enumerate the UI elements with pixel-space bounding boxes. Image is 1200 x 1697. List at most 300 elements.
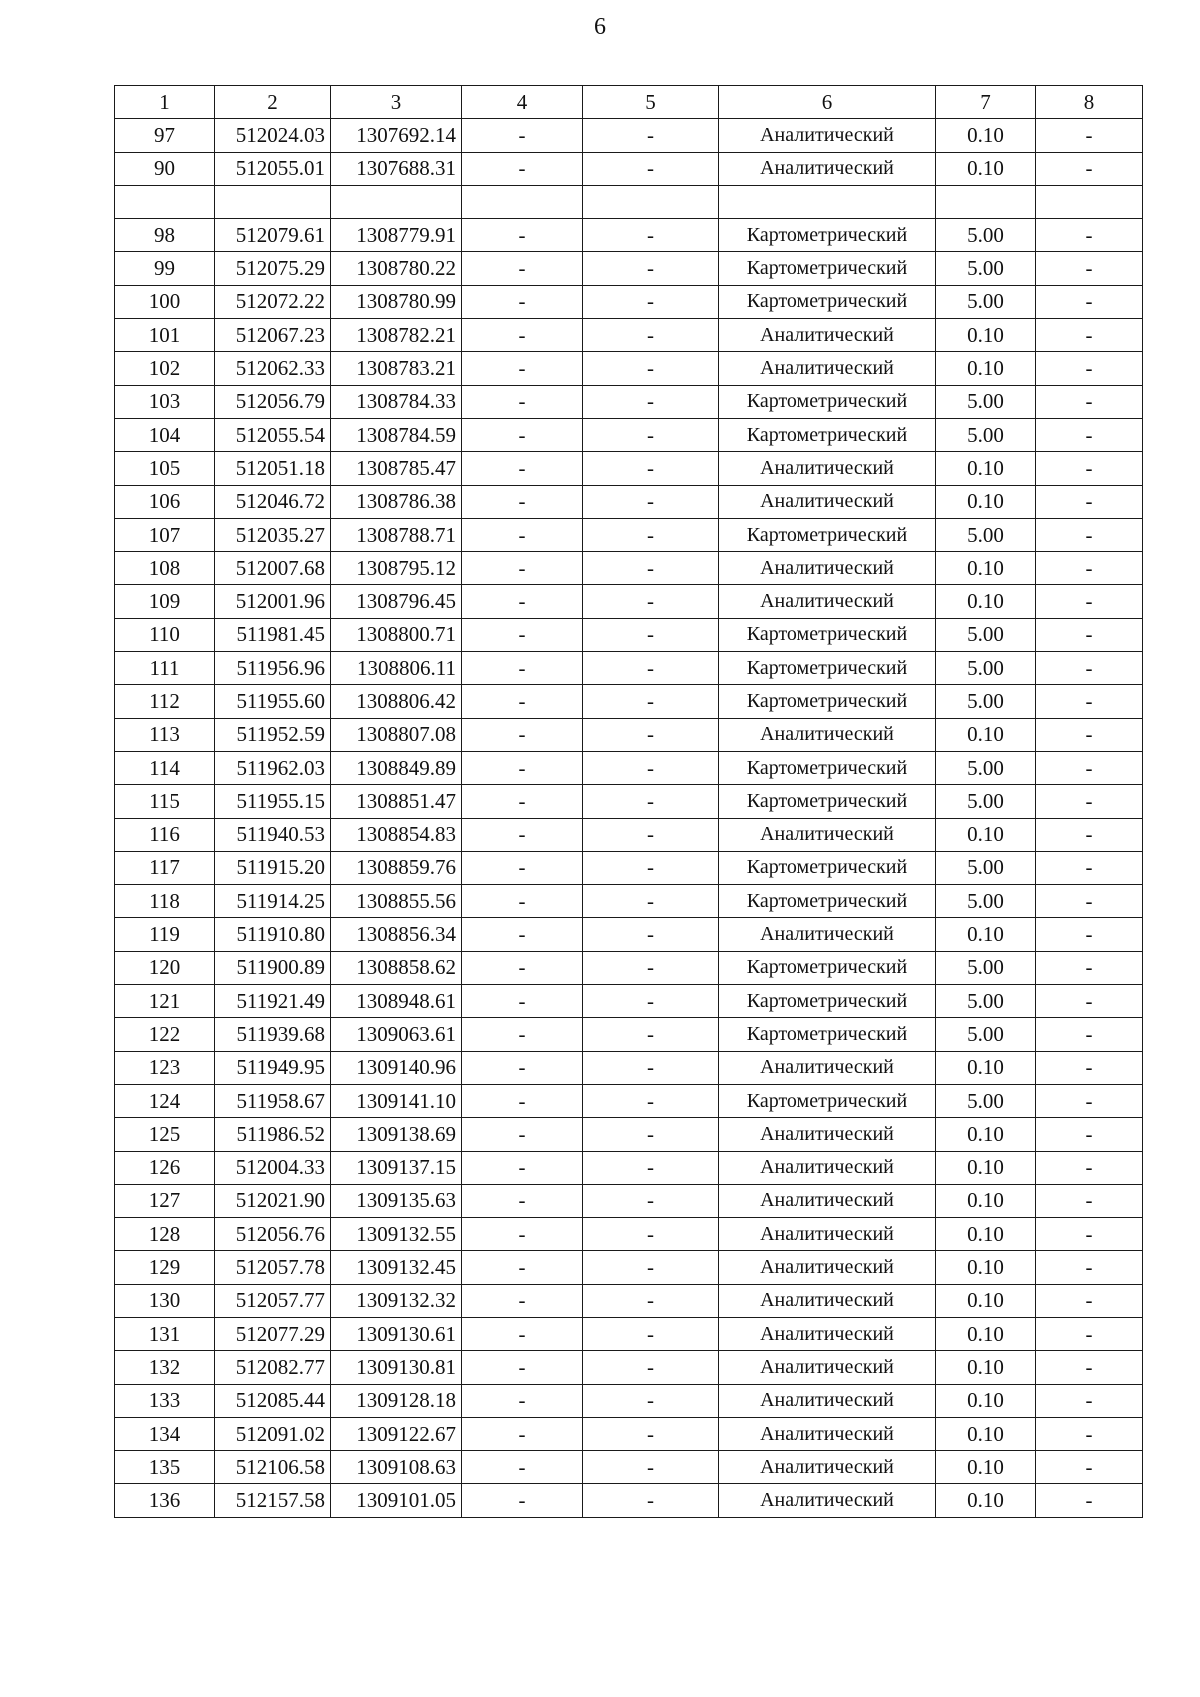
table-row — [115, 119, 1143, 152]
col8-cell: - — [1036, 1251, 1143, 1284]
accuracy-cell: 0.10 — [936, 119, 1036, 152]
accuracy-cell: 5.00 — [936, 618, 1036, 651]
accuracy-cell: 0.10 — [936, 1118, 1036, 1151]
accuracy-cell: 0.10 — [936, 485, 1036, 518]
col8-cell: - — [1036, 885, 1143, 918]
col5-cell: - — [583, 1084, 719, 1117]
y-coordinate-cell: 1308785.47 — [331, 452, 462, 485]
table-row — [115, 1451, 1143, 1484]
col8-cell: - — [1036, 785, 1143, 818]
x-coordinate-cell: 512057.77 — [215, 1284, 331, 1317]
col8-cell: - — [1036, 718, 1143, 751]
col4-cell: - — [462, 119, 583, 152]
method-cell: Картометрический — [719, 785, 936, 818]
col8-cell: - — [1036, 1484, 1143, 1517]
table-row — [115, 1184, 1143, 1217]
method-cell: Картометрический — [719, 851, 936, 884]
y-coordinate-cell: 1309140.96 — [331, 1051, 462, 1084]
col4-cell: - — [462, 1218, 583, 1251]
accuracy-cell: 5.00 — [936, 219, 1036, 252]
col8-cell: - — [1036, 119, 1143, 152]
col5-cell: - — [583, 652, 719, 685]
col5-cell: - — [583, 918, 719, 951]
table-row — [115, 152, 1143, 185]
method-cell: Аналитический — [719, 1051, 936, 1084]
accuracy-cell: 0.10 — [936, 1417, 1036, 1450]
table-row — [115, 618, 1143, 651]
y-coordinate-cell: 1309130.81 — [331, 1351, 462, 1384]
col4-cell: - — [462, 885, 583, 918]
accuracy-cell: 5.00 — [936, 518, 1036, 551]
method-cell: Аналитический — [719, 1484, 936, 1517]
col8-cell: - — [1036, 1051, 1143, 1084]
col4-cell: - — [462, 285, 583, 318]
table-row — [115, 185, 1143, 218]
method-cell: Аналитический — [719, 1184, 936, 1217]
y-coordinate-cell: 1308780.99 — [331, 285, 462, 318]
accuracy-cell: 0.10 — [936, 1484, 1036, 1517]
col4-cell: - — [462, 1018, 583, 1051]
y-coordinate-cell: 1309130.61 — [331, 1317, 462, 1350]
y-coordinate-cell: 1308849.89 — [331, 751, 462, 784]
point-number-cell: 123 — [115, 1051, 215, 1084]
table-row — [115, 918, 1143, 951]
y-coordinate-cell: 1308858.62 — [331, 951, 462, 984]
y-coordinate-cell: 1308786.38 — [331, 485, 462, 518]
table-row — [115, 452, 1143, 485]
y-coordinate-cell: 1309101.05 — [331, 1484, 462, 1517]
col4-cell: - — [462, 352, 583, 385]
x-coordinate-cell: 512007.68 — [215, 552, 331, 585]
y-coordinate-cell: 1309132.55 — [331, 1218, 462, 1251]
method-cell: Аналитический — [719, 1218, 936, 1251]
y-coordinate-cell: 1308806.11 — [331, 652, 462, 685]
x-coordinate-cell: 512055.01 — [215, 152, 331, 185]
point-number-cell — [115, 185, 215, 218]
x-coordinate-cell: 512072.22 — [215, 285, 331, 318]
accuracy-cell: 0.10 — [936, 552, 1036, 585]
accuracy-cell: 0.10 — [936, 918, 1036, 951]
accuracy-cell: 5.00 — [936, 985, 1036, 1018]
accuracy-cell: 5.00 — [936, 885, 1036, 918]
y-coordinate-cell: 1308806.42 — [331, 685, 462, 718]
method-cell: Аналитический — [719, 1351, 936, 1384]
col8-cell: - — [1036, 219, 1143, 252]
col5-cell: - — [583, 518, 719, 551]
table-row — [115, 319, 1143, 352]
y-coordinate-cell: 1308795.12 — [331, 552, 462, 585]
table-row — [115, 1417, 1143, 1450]
col4-cell: - — [462, 319, 583, 352]
x-coordinate-cell: 512079.61 — [215, 219, 331, 252]
method-cell: Картометрический — [719, 985, 936, 1018]
y-coordinate-cell: 1309141.10 — [331, 1084, 462, 1117]
col5-cell: - — [583, 119, 719, 152]
y-coordinate-cell: 1308948.61 — [331, 985, 462, 1018]
col4-cell: - — [462, 1284, 583, 1317]
method-cell: Картометрический — [719, 885, 936, 918]
col4-cell: - — [462, 785, 583, 818]
method-cell: Картометрический — [719, 751, 936, 784]
y-coordinate-cell: 1309132.32 — [331, 1284, 462, 1317]
col5-cell: - — [583, 1451, 719, 1484]
x-coordinate-cell: 512055.54 — [215, 418, 331, 451]
accuracy-cell: 5.00 — [936, 851, 1036, 884]
col8-cell: - — [1036, 1151, 1143, 1184]
method-cell: Картометрический — [719, 1084, 936, 1117]
col8-cell: - — [1036, 851, 1143, 884]
table-row — [115, 685, 1143, 718]
y-coordinate-cell: 1308779.91 — [331, 219, 462, 252]
col5-cell: - — [583, 352, 719, 385]
table-row — [115, 1151, 1143, 1184]
method-cell: Аналитический — [719, 119, 936, 152]
col8-cell: - — [1036, 152, 1143, 185]
point-number-cell: 110 — [115, 618, 215, 651]
x-coordinate-cell: 511986.52 — [215, 1118, 331, 1151]
accuracy-cell: 5.00 — [936, 385, 1036, 418]
method-cell — [719, 185, 936, 218]
col5-cell: - — [583, 418, 719, 451]
point-number-cell: 117 — [115, 851, 215, 884]
col8-cell: - — [1036, 818, 1143, 851]
y-coordinate-cell — [331, 185, 462, 218]
y-coordinate-cell: 1309138.69 — [331, 1118, 462, 1151]
col5-cell: - — [583, 485, 719, 518]
col8-cell: - — [1036, 1018, 1143, 1051]
point-number-cell: 107 — [115, 518, 215, 551]
point-number-cell: 90 — [115, 152, 215, 185]
point-number-cell: 114 — [115, 751, 215, 784]
col8-cell: - — [1036, 1284, 1143, 1317]
accuracy-cell: 0.10 — [936, 585, 1036, 618]
col5-cell: - — [583, 1184, 719, 1217]
table-row — [115, 1251, 1143, 1284]
table-body — [115, 119, 1143, 1517]
col4-cell: - — [462, 552, 583, 585]
x-coordinate-cell: 512106.58 — [215, 1451, 331, 1484]
table-row — [115, 885, 1143, 918]
y-coordinate-cell: 1307688.31 — [331, 152, 462, 185]
col8-cell: - — [1036, 1084, 1143, 1117]
y-coordinate-cell: 1308783.21 — [331, 352, 462, 385]
y-coordinate-cell: 1308788.71 — [331, 518, 462, 551]
method-cell: Аналитический — [719, 485, 936, 518]
x-coordinate-cell: 512085.44 — [215, 1384, 331, 1417]
col5-cell: - — [583, 1151, 719, 1184]
y-coordinate-cell: 1309128.18 — [331, 1384, 462, 1417]
col5-cell: - — [583, 1218, 719, 1251]
table-row — [115, 851, 1143, 884]
col4-cell: - — [462, 1451, 583, 1484]
accuracy-cell: 5.00 — [936, 252, 1036, 285]
method-cell: Аналитический — [719, 452, 936, 485]
accuracy-cell: 0.10 — [936, 1451, 1036, 1484]
table-header — [115, 86, 1143, 119]
x-coordinate-cell: 512091.02 — [215, 1417, 331, 1450]
col4-cell: - — [462, 618, 583, 651]
col8-cell: - — [1036, 1384, 1143, 1417]
point-number-cell: 97 — [115, 119, 215, 152]
point-number-cell: 131 — [115, 1317, 215, 1350]
col4-cell — [462, 185, 583, 218]
accuracy-cell: 0.10 — [936, 452, 1036, 485]
y-coordinate-cell: 1309132.45 — [331, 1251, 462, 1284]
point-number-cell: 136 — [115, 1484, 215, 1517]
col5-cell: - — [583, 851, 719, 884]
x-coordinate-cell: 511962.03 — [215, 751, 331, 784]
point-number-cell: 135 — [115, 1451, 215, 1484]
page-number: 6 — [594, 14, 606, 40]
col8-cell: - — [1036, 1118, 1143, 1151]
col5-cell: - — [583, 219, 719, 252]
point-number-cell: 125 — [115, 1118, 215, 1151]
method-cell: Картометрический — [719, 652, 936, 685]
col5-cell: - — [583, 1251, 719, 1284]
table-row — [115, 1118, 1143, 1151]
col5-cell: - — [583, 152, 719, 185]
col8-cell: - — [1036, 585, 1143, 618]
point-number-cell: 100 — [115, 285, 215, 318]
col8-cell: - — [1036, 618, 1143, 651]
col8-cell: - — [1036, 985, 1143, 1018]
x-coordinate-cell: 512057.78 — [215, 1251, 331, 1284]
accuracy-cell: 0.10 — [936, 352, 1036, 385]
point-number-cell: 105 — [115, 452, 215, 485]
y-coordinate-cell: 1308859.76 — [331, 851, 462, 884]
y-coordinate-cell: 1309122.67 — [331, 1417, 462, 1450]
point-number-cell: 130 — [115, 1284, 215, 1317]
table-row — [115, 418, 1143, 451]
col4-cell: - — [462, 485, 583, 518]
point-number-cell: 113 — [115, 718, 215, 751]
table-row — [115, 652, 1143, 685]
accuracy-cell: 0.10 — [936, 818, 1036, 851]
method-cell: Аналитический — [719, 152, 936, 185]
col4-cell: - — [462, 1151, 583, 1184]
col5-cell — [583, 185, 719, 218]
col4-cell: - — [462, 652, 583, 685]
point-number-cell: 98 — [115, 219, 215, 252]
method-cell: Аналитический — [719, 1251, 936, 1284]
point-number-cell: 127 — [115, 1184, 215, 1217]
y-coordinate-cell: 1308784.59 — [331, 418, 462, 451]
method-cell: Аналитический — [719, 352, 936, 385]
table-row — [115, 1484, 1143, 1517]
accuracy-cell: 0.10 — [936, 319, 1036, 352]
accuracy-cell: 5.00 — [936, 785, 1036, 818]
accuracy-cell: 5.00 — [936, 751, 1036, 784]
col5-cell: - — [583, 985, 719, 1018]
col4-cell: - — [462, 985, 583, 1018]
table-row — [115, 1351, 1143, 1384]
x-coordinate-cell: 512062.33 — [215, 352, 331, 385]
y-coordinate-cell: 1308854.83 — [331, 818, 462, 851]
x-coordinate-cell: 512051.18 — [215, 452, 331, 485]
point-number-cell: 119 — [115, 918, 215, 951]
col8-cell: - — [1036, 1451, 1143, 1484]
x-coordinate-cell: 512157.58 — [215, 1484, 331, 1517]
point-number-cell: 133 — [115, 1384, 215, 1417]
method-cell: Аналитический — [719, 1151, 936, 1184]
accuracy-cell: 5.00 — [936, 1084, 1036, 1117]
accuracy-cell: 0.10 — [936, 718, 1036, 751]
y-coordinate-cell: 1308800.71 — [331, 618, 462, 651]
accuracy-cell — [936, 185, 1036, 218]
col4-cell: - — [462, 152, 583, 185]
table-row — [115, 285, 1143, 318]
column-header-5: 5 — [583, 86, 719, 119]
method-cell: Картометрический — [719, 418, 936, 451]
method-cell: Аналитический — [719, 918, 936, 951]
method-cell: Аналитический — [719, 552, 936, 585]
col4-cell: - — [462, 219, 583, 252]
y-coordinate-cell: 1308856.34 — [331, 918, 462, 951]
x-coordinate-cell: 511939.68 — [215, 1018, 331, 1051]
point-number-cell: 132 — [115, 1351, 215, 1384]
y-coordinate-cell: 1307692.14 — [331, 119, 462, 152]
point-number-cell: 118 — [115, 885, 215, 918]
col5-cell: - — [583, 718, 719, 751]
point-number-cell: 102 — [115, 352, 215, 385]
method-cell: Картометрический — [719, 518, 936, 551]
col8-cell: - — [1036, 685, 1143, 718]
y-coordinate-cell: 1309063.61 — [331, 1018, 462, 1051]
col4-cell: - — [462, 1384, 583, 1417]
table-row — [115, 252, 1143, 285]
col4-cell: - — [462, 1484, 583, 1517]
col5-cell: - — [583, 585, 719, 618]
point-number-cell: 109 — [115, 585, 215, 618]
x-coordinate-cell — [215, 185, 331, 218]
table-row — [115, 518, 1143, 551]
col5-cell: - — [583, 785, 719, 818]
x-coordinate-cell: 512067.23 — [215, 319, 331, 352]
accuracy-cell: 0.10 — [936, 1051, 1036, 1084]
accuracy-cell: 0.10 — [936, 152, 1036, 185]
col8-cell: - — [1036, 1218, 1143, 1251]
point-number-cell: 134 — [115, 1417, 215, 1450]
col8-cell: - — [1036, 252, 1143, 285]
column-header-3: 3 — [331, 86, 462, 119]
col5-cell: - — [583, 252, 719, 285]
col5-cell: - — [583, 1051, 719, 1084]
point-number-cell: 111 — [115, 652, 215, 685]
table-row — [115, 552, 1143, 585]
table-row — [115, 818, 1143, 851]
table-row — [115, 985, 1143, 1018]
x-coordinate-cell: 511958.67 — [215, 1084, 331, 1117]
point-number-cell: 122 — [115, 1018, 215, 1051]
col4-cell: - — [462, 1417, 583, 1450]
col5-cell: - — [583, 285, 719, 318]
col4-cell: - — [462, 951, 583, 984]
col4-cell: - — [462, 585, 583, 618]
table-row — [115, 219, 1143, 252]
col4-cell: - — [462, 1317, 583, 1350]
x-coordinate-cell: 512046.72 — [215, 485, 331, 518]
col8-cell: - — [1036, 385, 1143, 418]
y-coordinate-cell: 1308796.45 — [331, 585, 462, 618]
table-row — [115, 485, 1143, 518]
col4-cell: - — [462, 1251, 583, 1284]
table-row — [115, 1218, 1143, 1251]
x-coordinate-cell: 512077.29 — [215, 1317, 331, 1350]
column-header-4: 4 — [462, 86, 583, 119]
y-coordinate-cell: 1308780.22 — [331, 252, 462, 285]
method-cell: Аналитический — [719, 319, 936, 352]
col8-cell: - — [1036, 1351, 1143, 1384]
table-row — [115, 718, 1143, 751]
col5-cell: - — [583, 319, 719, 352]
col5-cell: - — [583, 818, 719, 851]
col5-cell: - — [583, 1118, 719, 1151]
x-coordinate-cell: 511910.80 — [215, 918, 331, 951]
point-number-cell: 108 — [115, 552, 215, 585]
col8-cell — [1036, 185, 1143, 218]
x-coordinate-cell: 511900.89 — [215, 951, 331, 984]
col8-cell: - — [1036, 319, 1143, 352]
method-cell: Картометрический — [719, 685, 936, 718]
col5-cell: - — [583, 685, 719, 718]
method-cell: Аналитический — [719, 1451, 936, 1484]
accuracy-cell: 0.10 — [936, 1384, 1036, 1417]
column-header-1: 1 — [115, 86, 215, 119]
point-number-cell: 129 — [115, 1251, 215, 1284]
y-coordinate-cell: 1309108.63 — [331, 1451, 462, 1484]
col8-cell: - — [1036, 1417, 1143, 1450]
coordinates-table — [114, 85, 1143, 1518]
col5-cell: - — [583, 1384, 719, 1417]
accuracy-cell: 5.00 — [936, 652, 1036, 685]
method-cell: Аналитический — [719, 1384, 936, 1417]
col8-cell: - — [1036, 951, 1143, 984]
column-header-6: 6 — [719, 86, 936, 119]
x-coordinate-cell: 512021.90 — [215, 1184, 331, 1217]
col5-cell: - — [583, 1484, 719, 1517]
col5-cell: - — [583, 385, 719, 418]
x-coordinate-cell: 511940.53 — [215, 818, 331, 851]
y-coordinate-cell: 1309135.63 — [331, 1184, 462, 1217]
x-coordinate-cell: 512075.29 — [215, 252, 331, 285]
y-coordinate-cell: 1308807.08 — [331, 718, 462, 751]
col4-cell: - — [462, 818, 583, 851]
col4-cell: - — [462, 252, 583, 285]
y-coordinate-cell: 1308851.47 — [331, 785, 462, 818]
col4-cell: - — [462, 918, 583, 951]
point-number-cell: 115 — [115, 785, 215, 818]
col4-cell: - — [462, 1351, 583, 1384]
y-coordinate-cell: 1308784.33 — [331, 385, 462, 418]
col5-cell: - — [583, 1417, 719, 1450]
col4-cell: - — [462, 518, 583, 551]
col4-cell: - — [462, 851, 583, 884]
method-cell: Картометрический — [719, 285, 936, 318]
col8-cell: - — [1036, 552, 1143, 585]
point-number-cell: 106 — [115, 485, 215, 518]
x-coordinate-cell: 512056.76 — [215, 1218, 331, 1251]
column-header-8: 8 — [1036, 86, 1143, 119]
col4-cell: - — [462, 685, 583, 718]
col4-cell: - — [462, 418, 583, 451]
accuracy-cell: 0.10 — [936, 1184, 1036, 1217]
table-row — [115, 1018, 1143, 1051]
x-coordinate-cell: 512004.33 — [215, 1151, 331, 1184]
point-number-cell: 124 — [115, 1084, 215, 1117]
accuracy-cell: 0.10 — [936, 1151, 1036, 1184]
table-row — [115, 785, 1143, 818]
method-cell: Картометрический — [719, 1018, 936, 1051]
